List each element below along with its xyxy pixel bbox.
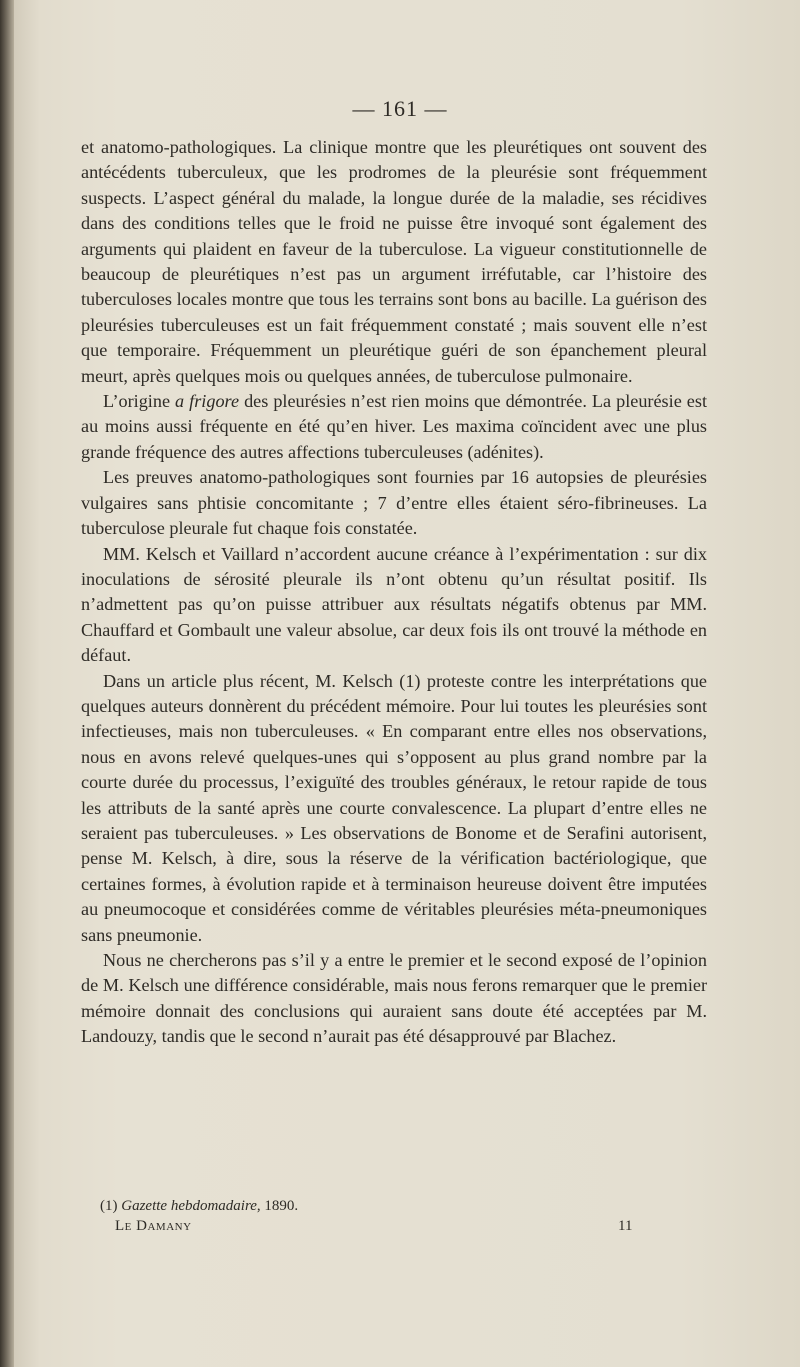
footnote — [100, 1196, 660, 1236]
paragraph-3: Les preuves anatomo-pathologiques sont fournies par 16 autopsies de pleurésies vulgaires sans phtisie concomitante ; 7 d’entre elles étaient séro-fibrineuses. La tuberculose pleurale fut chaque fois constatée. — [81, 467, 707, 539]
footnote-year: , 1890. — [256, 1198, 299, 1214]
paragraph-5: Dans un article plus récent, M. Kelsch (1) proteste contre les interprétations que quelques auteurs donnèrent du précédent mémoire. Pour lui toutes les pleurésies sont infectieuses, mais non tuberculeuses. « En comparant entre elles nos observations, nous en avons relevé quelques-unes qui s’opposent au plus grand nombre par la courte durée du processus, l’exiguïté des troubles généraux, le retour rapide de tous les attributs de la santé après une courte convalescence. La plupart d’entre elles ne seraient pas tuberculeuses. » Les observations de Bonome et de Serafini autorisent, pense M. Kelsch, à dire, sous la réserve de la vérification bactériologique, que certaines formes, à évolution rapide et à terminaison heureuse doivent être imputées au pneumocoque et considérées comme de véritables pleurésies méta-pneumoniques sans pneumonie. — [81, 670, 707, 945]
sheet-number: 11 — [618, 1218, 633, 1234]
binding-gutter — [0, 0, 14, 1367]
page-number: — 161 — — [352, 96, 448, 121]
footnote-source: Gazette hebdomadaire — [121, 1198, 257, 1214]
paragraph-1: et anatomo-pathologiques. La clinique montre que les pleurétiques ont souvent des antécédents tuberculeux, que les prodromes de la pleurésie sont fréquemment suspects. L’aspect général du malade, la longue durée de la maladie, ses récidives dans des conditions telles que le froid ne puisse être invoqué sont également des arguments qui plaident en faveur de la tuberculose. La vigueur constitutionnelle de beaucoup de pleurétiques n’est pas un argument irréfutable, car l’histoire des tuberculoses locales montre que tous les terrains sont bons au bacille. La guérison des pleurésies tuberculeuses est un fait fréquemment constaté ; mais souvent elle n’est que temporaire. Fréquemment un pleurétique guéri de son épanchement pleural meurt, après quelques mois ou quelques années, de tuberculose pulmonaire. — [81, 137, 707, 386]
paragraph-2-italic: a frigore — [175, 391, 240, 412]
paragraph-2-start: L’origine — [103, 391, 176, 412]
paragraph-4: MM. Kelsch et Vaillard n’accordent aucune créance à l’expérimentation : sur dix inoculations de sérosité pleurale ils n’ont obtenu qu’un résultat positif. Ils n’admettent pas qu’on puisse attribuer aux résultats négatifs obtenus par MM. Chauffard et Gombault une valeur absolue, car deux fois ils ont trouvé la méthode en défaut. — [81, 543, 707, 666]
author-signature: Le Damany — [115, 1218, 192, 1234]
paragraph-6: Nous ne chercherons pas s’il y a entre le premier et le second exposé de l’opinion de M. Kelsch une différence considérable, mais nous ferons remarquer que le premier mémoire donnait des conclusions qui auraient sans doute été acceptées par M. Landouzy, tandis que le second n’aurait pas été désapprouvé par Blachez. — [81, 950, 707, 1047]
body-text — [81, 135, 707, 1050]
paragraph-2 — [81, 389, 707, 465]
paragraph-2-end: des pleurésies n’est rien moins que démontrée. La pleurésie est au moins aussi fréquente en été qu’en hiver. Les maxima coïncident avec une plus grande fréquence des autres affections tuberculeuses (adénites). — [81, 391, 707, 462]
footnote-line — [100, 1196, 660, 1216]
footnote-number: (1) — [100, 1198, 122, 1214]
signature-line — [100, 1216, 660, 1236]
